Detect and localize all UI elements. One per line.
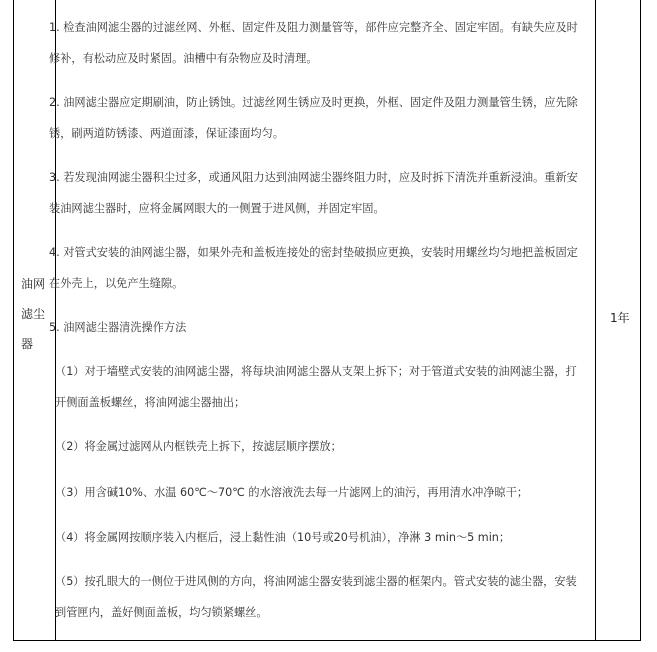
procedure-paragraph: 3. 若发现油网滤尘器积尘过多，或通风阻力达到油网滤尘器终阻力时，应及时拆下清洗并重新浸油。重新安装油网滤尘器时，应将金属网眼大的一侧置于进风侧，并固定牢固。: [49, 171, 578, 215]
procedure-step: （4）将金属网按顺序装入内框后，浸上黏性油（10号或20号机油），净淋 3 min～5 min；: [55, 531, 511, 544]
procedure-paragraph: 2. 油网滤尘器应定期刷油，防止锈蚀。过滤丝网生锈应及时更换，外框、固定件及阻力测量管生锈，应先除锈，刷两道防锈漆、两道面漆，保证漆面均匀。: [49, 96, 578, 140]
procedure-paragraph: 1. 检查油网滤尘器的过滤丝网、外框、固定件及阻力测量管等，部件应完整齐全、固定牢固。有缺失应及时修补，有松动应及时紧固。油槽中有杂物应及时清理。: [49, 21, 578, 65]
procedure-heading: 5. 油网滤尘器清洗操作方法: [49, 321, 187, 334]
procedure-step: （3）用含碱10%、水温 60℃～70℃ 的水溶液洗去每一片滤网上的油污，再用清水冲净晾干；: [55, 486, 529, 499]
procedure-paragraph: 4. 对管式安装的油网滤尘器，如果外壳和盖板连接处的密封垫破损应更换，安装时用螺丝均匀地把盖板固定在外壳上，以免产生缝隙。: [49, 246, 578, 290]
equipment-name-line: 滤尘: [21, 307, 46, 321]
maintenance-cycle-cell: 1年: [610, 311, 630, 325]
procedure-step: （5）按孔眼大的一侧位于进风侧的方向，将油网滤尘器安装到滤尘器的框架内。管式安装的滤尘器，安装到管匣内，盖好侧面盖板，均匀锁紧螺丝。: [55, 575, 577, 619]
equipment-name-line: 油网: [21, 277, 46, 291]
procedure-step: （1）对于墙壁式安装的油网滤尘器，将每块油网滤尘器从支架上拆下；对于管道式安装的油网滤尘器，打开侧面盖板螺丝，将油网滤尘器抽出；: [55, 365, 577, 409]
equipment-name-line: 器: [21, 337, 34, 351]
procedure-step: （2）将金属过滤网从内框铁壳上拆下，按滤层顺序摆放；: [55, 440, 342, 453]
